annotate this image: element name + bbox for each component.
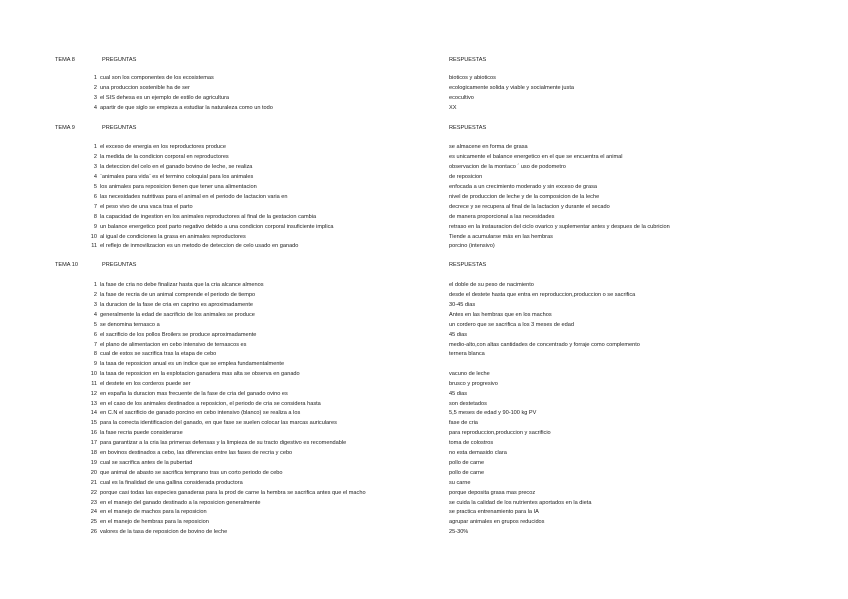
answer-cell: Antes en las hembras que en los machos [449, 312, 552, 318]
question-cell: el plano de alimentacion en cebo intensivo de ternascos es [100, 342, 247, 348]
answer-cell: decrece y se recupera al final de la lactacion y durante el secado [449, 204, 610, 210]
answer-cell: Tiende a acumularse más en las hembras [449, 234, 553, 240]
question-cell: cual se sacrifica antes de la pubertad [100, 460, 193, 466]
row-number: 17 [90, 440, 97, 446]
answer-cell: de manera proporcional a las necesidades [449, 214, 555, 220]
section-header [0, 260, 848, 270]
table-row [0, 280, 848, 290]
question-cell: ¨animales para vida¨ es el termino coloquial para los animales [100, 174, 254, 180]
row-number: 12 [90, 391, 97, 397]
row-number: 6 [93, 194, 97, 200]
row-number: 7 [93, 342, 97, 348]
answer-cell: 25-30% [449, 529, 469, 535]
table-row [0, 300, 848, 310]
answer-cell: porcino (intensivo) [449, 243, 495, 249]
row-number: 26 [90, 529, 97, 535]
answer-cell: se almacene en forma de grasa [449, 144, 528, 150]
row-number: 8 [93, 214, 97, 220]
answer-cell: de reposicion [449, 174, 483, 180]
row-number: 3 [93, 302, 97, 308]
answer-cell: enfocada a un crecimiento moderado y sin exceso de grasa [449, 184, 598, 190]
question-cell: la deteccion del celo en el ganado bovino de leche, se realiza [100, 164, 253, 170]
question-cell: generalmente la edad de sacrificio de los animales se produce [100, 312, 255, 318]
row-number: 18 [90, 450, 97, 456]
question-cell: el peso vivo de una vaca tras el parto [100, 204, 193, 210]
questions-header: PREGUNTAS [102, 57, 137, 63]
answer-cell: ternera blanca [449, 351, 485, 357]
question-cell: en españa la duracion mas frecuente de la fase de cria del ganado ovino es [100, 391, 288, 397]
table-row [0, 83, 848, 93]
table-row [0, 290, 848, 300]
answer-cell: es unicamente el balance energetico en el que se encuentra el animal [449, 154, 623, 160]
question-cell: la fase de cria no debe finalizar hasta que la cria alcance almenos [100, 282, 264, 288]
answer-cell: fase de cria [449, 420, 478, 426]
row-number: 15 [90, 420, 97, 426]
question-cell: los animales para reposicion tienen que tener una alimentacion [100, 184, 257, 190]
table-row [0, 448, 848, 458]
row-number: 2 [93, 154, 97, 160]
answer-cell: se practica entrenamiento para la IA [449, 509, 539, 515]
answers-header: RESPUESTAS [449, 262, 487, 268]
answer-cell: agrupar animales en grupos reducidos [449, 519, 545, 525]
row-number: 10 [90, 371, 97, 377]
table-row [0, 202, 848, 212]
question-cell: la medida de la condicion corporal en reproductores [100, 154, 229, 160]
question-cell: en el manejo del ganado destinado a la reposicion generalmente [100, 500, 261, 506]
table-row [0, 93, 848, 103]
question-cell: cual son los componentes de los ecosistemas [100, 75, 214, 81]
row-number: 13 [90, 401, 97, 407]
row-number: 21 [90, 480, 97, 486]
answer-cell: pollo de carne [449, 460, 485, 466]
question-cell: un balance energetico post parto negativo debido a una condicion corporal insuficiente implica [100, 224, 334, 230]
table-row [0, 379, 848, 389]
row-number: 8 [93, 351, 97, 357]
row-number: 11 [91, 381, 97, 387]
section-header [0, 123, 848, 133]
answer-cell: pollo de carne [449, 470, 485, 476]
row-number: 6 [93, 332, 97, 338]
question-cell: para garantizar a la cria las primeras defensas y la limpieza de su tracto digestivo es recomendable [100, 440, 347, 446]
answer-cell: desde el destete hasta que entra en reproduccion,produccion o se sacrifica [449, 292, 636, 298]
answer-cell: porque deposita grasa mas precoz [449, 490, 536, 496]
question-cell: para la correcta identificacion del ganado, en que fase se suelen colocar las marcas auriculares [100, 420, 337, 426]
row-number: 22 [90, 490, 97, 496]
questions-header: PREGUNTAS [102, 262, 137, 268]
row-number: 3 [93, 164, 97, 170]
answer-cell: brusco y progresivo [449, 381, 498, 387]
section-label: TEMA 9 [55, 125, 75, 131]
row-number: 9 [93, 361, 97, 367]
answer-cell: toma de colostros [449, 440, 494, 446]
table-row [0, 507, 848, 517]
row-number: 1 [93, 282, 97, 288]
table-row [0, 320, 848, 330]
question-cell: cual de estos se sacrifica tras la etapa de cebo [100, 351, 217, 357]
section-label: TEMA 8 [55, 57, 75, 63]
table-row [0, 330, 848, 340]
table-row [0, 458, 848, 468]
table-row [0, 310, 848, 320]
table-row [0, 182, 848, 192]
answer-cell: son destetados [449, 401, 487, 407]
row-number: 14 [90, 410, 97, 416]
answer-cell: no esta demasido clara [449, 450, 507, 456]
question-cell: la fase de recria de un animal comprende el periodo de tiempo [100, 292, 256, 298]
table-row [0, 369, 848, 379]
row-number: 16 [90, 430, 97, 436]
answer-cell: 5,5 meses de edad y 90-100 kg PV [449, 410, 537, 416]
row-number: 4 [93, 105, 97, 111]
row-number: 9 [93, 224, 97, 230]
question-cell: las necesidades nutritivas para el animal en el periodo de lactacion varia en [100, 194, 288, 200]
table-row [0, 192, 848, 202]
answer-cell: 30-45 dias [449, 302, 476, 308]
table-row [0, 478, 848, 488]
question-cell: al igual de condiciones la grasa en animales reproductores [100, 234, 246, 240]
question-cell: en el caso de los animales destinados a reposicion, el periodo de cria se considera hasta [100, 401, 321, 407]
table-row [0, 222, 848, 232]
section-header [0, 55, 848, 65]
question-cell: una produccion sostenible ha de ser [100, 85, 190, 91]
answer-cell: ecocultivo [449, 95, 474, 101]
table-row [0, 142, 848, 152]
answer-cell: vacuno de leche [449, 371, 490, 377]
table-row [0, 103, 848, 113]
answer-cell: se cuida la calidad de los nutrientes aportados en la dieta [449, 500, 592, 506]
row-number: 1 [93, 144, 97, 150]
question-cell: se denomina ternasco a [100, 322, 160, 328]
question-cell: el SIS dehesa es un ejemplo de estilo de agricultura [100, 95, 230, 101]
question-cell: la fase recria puede considerarse [100, 430, 183, 436]
question-cell: la duracion de la fase de cria en caprino es aproximadamente [100, 302, 253, 308]
question-cell: el exceso de energia en los reproductores produce [100, 144, 226, 150]
row-number: 5 [93, 184, 97, 190]
answer-cell: observacion de la montaco ´ uso de podometro [449, 164, 566, 170]
row-number: 25 [90, 519, 97, 525]
answer-cell: bioticos y abioticos [449, 75, 496, 81]
table-row [0, 162, 848, 172]
table-row [0, 241, 848, 251]
row-number: 1 [93, 75, 97, 81]
answer-cell: 45 dias [449, 332, 468, 338]
table-row [0, 349, 848, 359]
answer-cell: nivel de produccion de leche y de la composicion de la leche [449, 194, 600, 200]
table-row [0, 527, 848, 537]
row-number: 3 [93, 95, 97, 101]
row-number: 24 [90, 509, 97, 515]
question-cell: en el manejo de hembras para la reposicion [100, 519, 209, 525]
question-cell: el destete en los corderos puede ser [100, 381, 191, 387]
answer-cell: para reproduccion,produccion y sacrificio [449, 430, 551, 436]
table-row [0, 408, 848, 418]
answer-cell: XX [449, 105, 457, 111]
answer-cell: medio-alto,con altas cantidades de concentrado y forraje como complemento [449, 342, 640, 348]
row-number: 10 [90, 234, 97, 240]
question-cell: en el manejo de machos para la reposicion [100, 509, 207, 515]
answers-header: RESPUESTAS [449, 57, 487, 63]
question-cell: apartir de que siglo se empieza a estudiar la naturaleza como un todo [100, 105, 273, 111]
row-number: 20 [90, 470, 97, 476]
row-number: 11 [91, 243, 97, 249]
row-number: 2 [93, 292, 97, 298]
table-row [0, 359, 848, 369]
question-cell: la tasa de reposicion en la explotacion ganadera mas alta se observa en ganado [100, 371, 300, 377]
row-number: 4 [93, 312, 97, 318]
table-row [0, 428, 848, 438]
table-row [0, 152, 848, 162]
question-cell: valores de la tasa de reposicion de bovino de leche [100, 529, 228, 535]
answer-cell: el doble de su peso de nacimiento [449, 282, 534, 288]
answers-header: RESPUESTAS [449, 125, 487, 131]
question-cell: que animal de abasto se sacrifica temprano tras un corto periodo de cebo [100, 470, 283, 476]
question-cell: el reflejo de inmovilizacion es un metodo de deteccion de celo usado en ganado [100, 243, 299, 249]
row-number: 4 [93, 174, 97, 180]
table-row [0, 438, 848, 448]
question-cell: porque casi todas las especies ganaderas para la prod de carne la hembra se sacrifica antes que el macho [100, 490, 366, 496]
row-number: 7 [93, 204, 97, 210]
answer-cell: retraso en la instauracion del ciclo ovarico y suplementar antes y despues de la cubricion [449, 224, 670, 230]
question-cell: cual es la finalidad de una gallina considerada productora [100, 480, 243, 486]
question-cell: en C.N el sacrificio de ganado porcino en cebo intensivo (blanco) se realiza a los [100, 410, 301, 416]
section-label: TEMA 10 [55, 262, 79, 268]
row-number: 5 [93, 322, 97, 328]
answer-cell: un cordero que se sacrifica a los 3 meses de edad [449, 322, 574, 328]
answer-cell: ecologicamente solida y viable y socialmente justa [449, 85, 574, 91]
question-cell: en bovinos destinados a cebo, las diferencias entre las fases de recria y cebo [100, 450, 293, 456]
row-number: 19 [90, 460, 97, 466]
questions-header: PREGUNTAS [102, 125, 137, 131]
table-row [0, 73, 848, 83]
table-row [0, 212, 848, 222]
question-cell: la capacidad de ingestion en los animales reproductores al final de la gestacion cambia [100, 214, 317, 220]
row-number: 2 [93, 85, 97, 91]
question-cell: la tasa de reposicion anual es un indice que se emplea fundamentalmente [100, 361, 285, 367]
table-row [0, 172, 848, 182]
table-row [0, 488, 848, 498]
answer-cell: 45 dias [449, 391, 468, 397]
table-row [0, 389, 848, 399]
table-row [0, 517, 848, 527]
table-row [0, 468, 848, 478]
answer-cell: su carne [449, 480, 471, 486]
row-number: 23 [90, 500, 97, 506]
table-row [0, 418, 848, 428]
question-cell: el sacrificio de los pollos Broilers se produce aproximadamente [100, 332, 257, 338]
